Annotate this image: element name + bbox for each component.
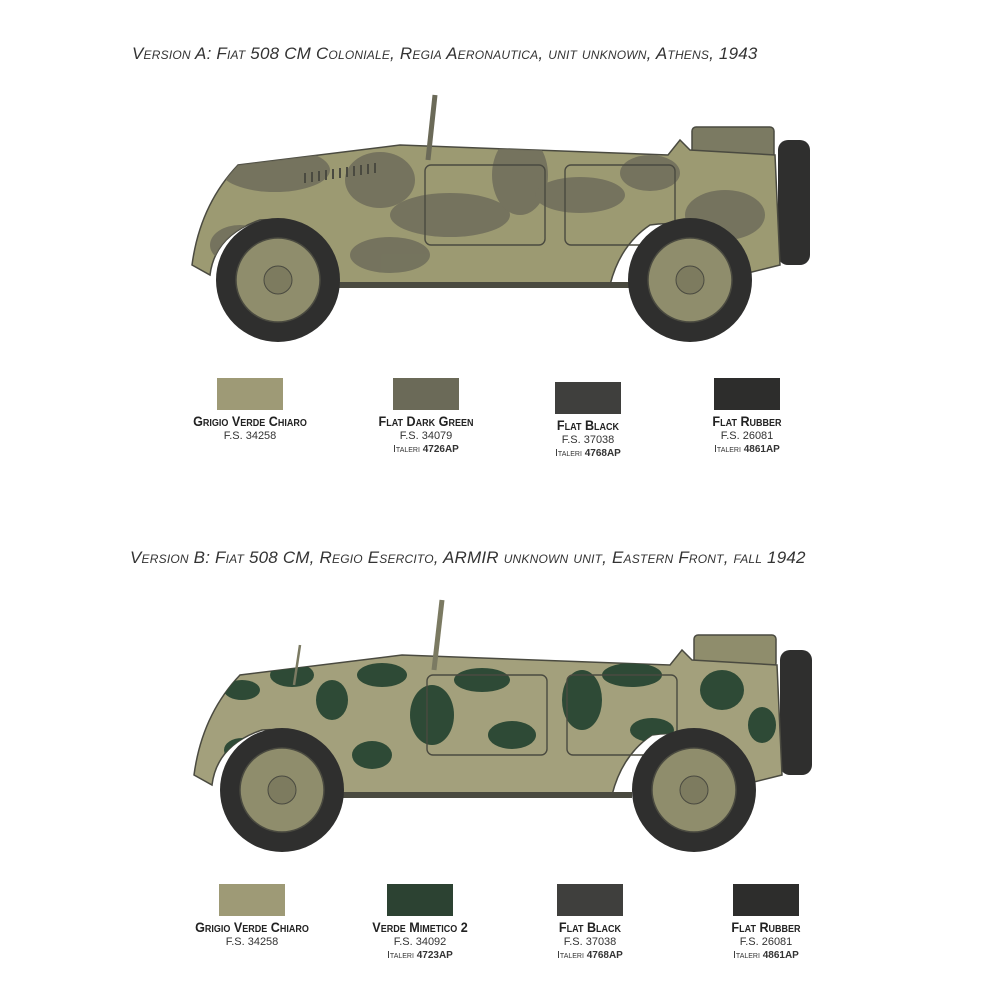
front-wheel [220,728,344,852]
front-wheel [216,218,340,342]
paint-swatch [508,382,668,461]
vehicle-a-profile [180,85,820,355]
version-b-caption: Version B: Fiat 508 CM, Regio Esercito, ARMIR unknown unit, Eastern Front, fall 1942 [130,548,806,567]
italeri-code: Italeri 4726AP [393,444,459,455]
rear-wheel [628,218,752,342]
version-a-caption: Version A: Fiat 508 CM Coloniale, Regia Aeronautica, unit unknown, Athens, 1943 [132,44,758,63]
italeri-code: Italeri 4768AP [555,448,621,459]
fs-code: F.S. 37038 [563,936,617,948]
fs-code: F.S. 34079 [399,430,453,442]
fs-code: F.S. 26081 [720,430,774,442]
paint-name: Flat Black [558,919,622,935]
paint-swatch [346,378,506,457]
color-chip [393,378,459,410]
paint-swatch [510,884,670,963]
vehicle-b-profile [182,595,822,865]
fs-code: F.S. 37038 [561,434,615,446]
color-chip [557,884,623,916]
paint-name: Flat Black [556,417,620,433]
paint-name: Grigio Verde Chiaro [195,919,309,935]
color-chip [219,884,285,916]
italeri-code: Italeri 4723AP [387,950,453,961]
paint-legend-b [0,884,1000,994]
spare-tyre [780,650,812,775]
spare-tyre [778,140,810,265]
color-chip [733,884,799,916]
version-b-panel [0,500,1000,1000]
color-chip [217,378,283,410]
paint-name: Grigio Verde Chiaro [193,413,307,429]
running-board [320,282,630,288]
color-chip [714,378,780,410]
paint-name: Flat Rubber [712,413,782,429]
italeri-code: Italeri 4861AP [733,950,799,961]
italeri-code: Italeri 4861AP [714,444,780,455]
fs-code: F.S. 34092 [393,936,447,948]
paint-swatch [686,884,846,963]
color-chip [555,382,621,414]
paint-swatch [340,884,500,963]
paint-name: Flat Rubber [731,919,801,935]
version-a-vehicle-illustration [180,85,820,355]
fs-code: F.S. 34258 [225,936,279,948]
paint-legend-a [0,378,1000,488]
paint-swatch [170,378,330,443]
fs-code: F.S. 34258 [223,430,277,442]
paint-name: Verde Mimetico 2 [372,919,468,935]
paint-swatch [667,378,827,457]
running-board [322,792,632,798]
color-chip [387,884,453,916]
rear-wheel [632,728,756,852]
version-b-vehicle-illustration [182,595,822,865]
fs-code: F.S. 26081 [739,936,793,948]
paint-name: Flat Dark Green [378,413,474,429]
italeri-code: Italeri 4768AP [557,950,623,961]
paint-swatch [172,884,332,949]
